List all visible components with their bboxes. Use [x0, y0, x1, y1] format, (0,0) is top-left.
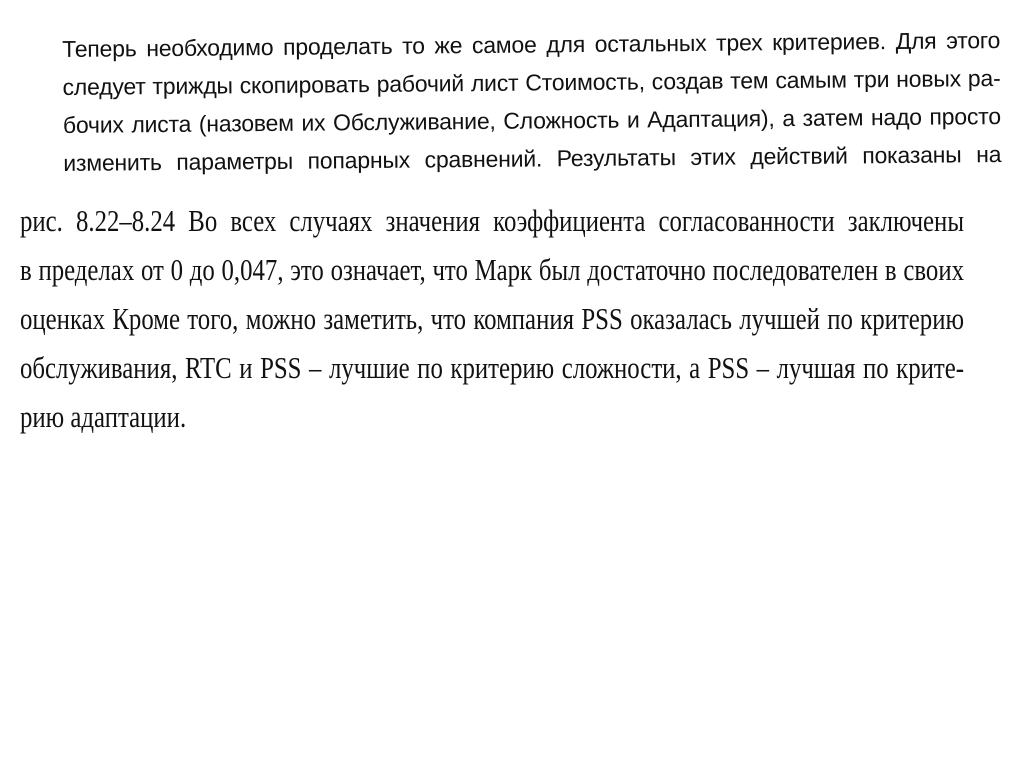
text-line: рис. 8.22–8.24 Во всех случаях значения коэффициента согласованности заключены	[20, 203, 964, 238]
text-line: бочих листа (назовем их Обслуживание, Сложность и Адаптация), а затем надо просто	[62, 102, 1001, 138]
text-line: следует трижды скопировать рабочий лист Стоимость, создав тем самым три новых ра-	[62, 64, 1001, 100]
text-line: изменить параметры попарных сравнений. Результаты этих действий показаны на	[63, 140, 1002, 176]
paragraph-bottom	[20, 196, 964, 441]
text-line: обслуживания, RTC и PSS – лучшие по критерию сложности, а PSS – лучшая по крите-	[20, 350, 964, 385]
text-line: в пределах от 0 до 0,047, это означает, что Марк был достаточно последователен в своих	[20, 252, 964, 287]
text-line: рию адаптации.	[20, 399, 187, 434]
text-line: Теперь необходимо проделать то же самое для остальных трех критериев. Для этого	[62, 26, 1001, 62]
text-line: оценках Кроме того, можно заметить, что компания PSS оказалась лучшей по критерию	[20, 301, 964, 336]
paragraph-top	[62, 21, 1001, 182]
